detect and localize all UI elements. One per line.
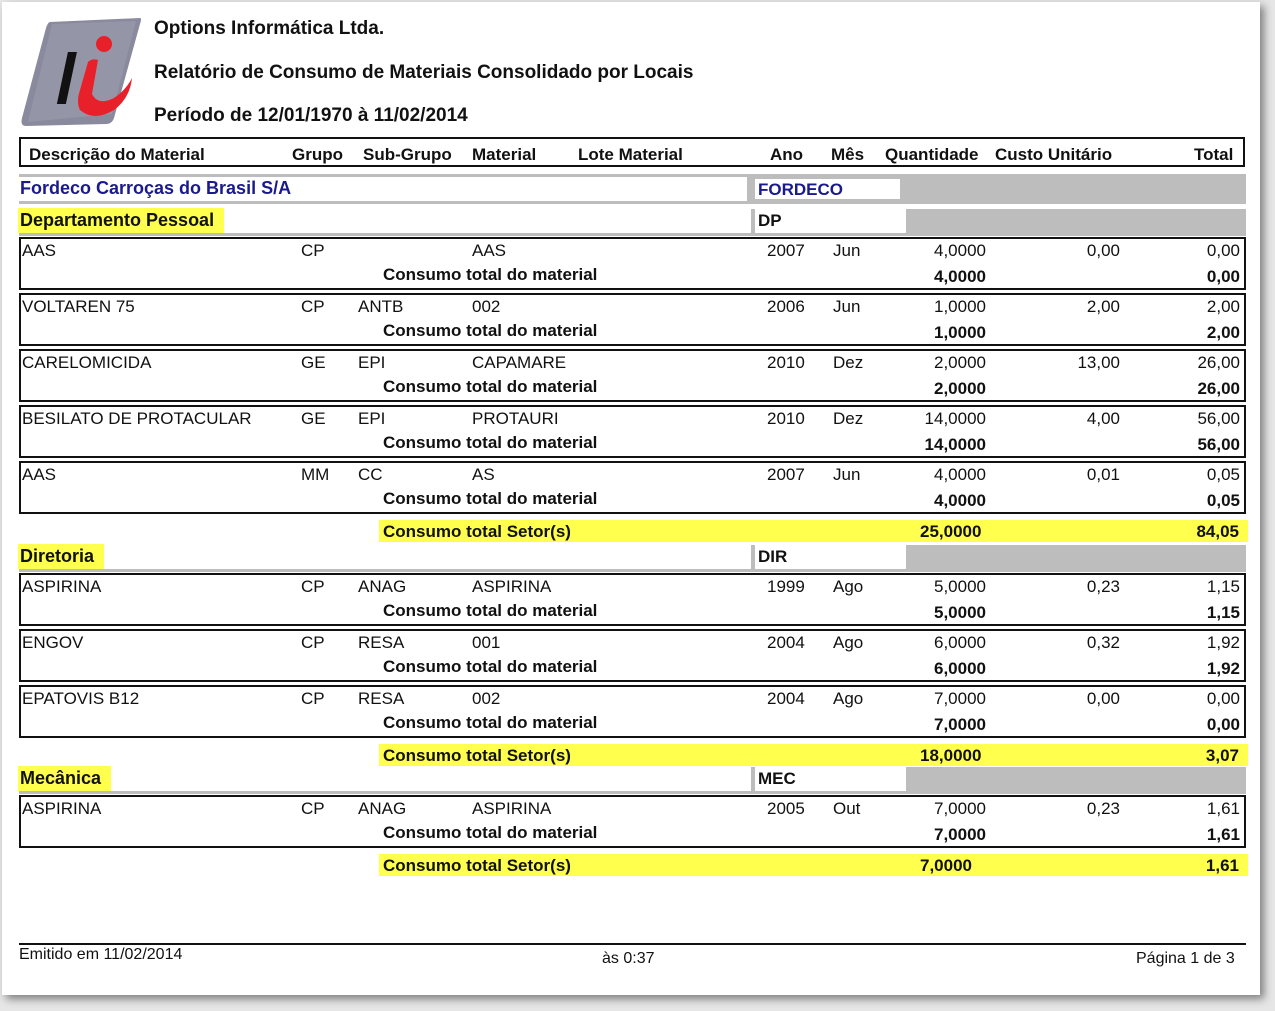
material-total: 56,00: [1197, 409, 1240, 428]
material-code: CAPAMARE: [472, 353, 567, 372]
material-description: AAS: [22, 465, 57, 484]
col-total: Total: [1194, 145, 1234, 164]
material-row: [19, 573, 1246, 626]
material-description: CARELOMICIDA: [22, 353, 152, 372]
col-material: Material: [472, 145, 537, 164]
sector-code: DIR: [758, 547, 788, 566]
material-subgroup: RESA: [358, 689, 405, 708]
report-period: Período de 12/01/1970 à 11/02/2014: [154, 105, 468, 126]
col-lote: Lote Material: [578, 145, 683, 164]
material-subgroup: EPI: [358, 409, 386, 428]
material-quantity: 6,0000: [934, 633, 986, 652]
material-group: MM: [301, 465, 330, 484]
material-quantity: 1,0000: [934, 297, 986, 316]
sector-name: Diretoria: [18, 544, 104, 569]
material-unit-cost: 0,23: [1086, 799, 1120, 818]
material-subgroup: RESA: [358, 633, 405, 652]
material-code: ASPIRINA: [472, 799, 552, 818]
material-subtotal-value: 56,00: [1197, 435, 1240, 454]
material-subtotal-value: 2,00: [1206, 323, 1240, 342]
material-month: Out: [833, 799, 861, 818]
material-month: Dez: [833, 353, 864, 372]
col-grupo: Grupo: [292, 145, 343, 164]
material-group: CP: [301, 799, 325, 818]
material-year: 2010: [767, 353, 805, 372]
material-quantity: 7,0000: [934, 799, 986, 818]
material-code: 002: [472, 297, 501, 316]
material-unit-cost: 0,32: [1086, 633, 1120, 652]
material-subtotal-quantity: 7,0000: [934, 715, 986, 734]
material-subtotal-label: Consumo total do material: [383, 489, 598, 508]
material-subtotal-quantity: 2,0000: [934, 379, 986, 398]
footer-divider: [19, 943, 1246, 945]
material-description: ASPIRINA: [22, 577, 102, 596]
material-subtotal-value: 0,05: [1206, 491, 1240, 510]
material-quantity: 4,0000: [934, 465, 986, 484]
material-description: EPATOVIS B12: [22, 689, 140, 708]
material-code: 001: [472, 633, 501, 652]
material-subtotal-label: Consumo total do material: [383, 265, 598, 284]
footer-page: Página 1 de 3: [1136, 950, 1235, 967]
material-subtotal-label: Consumo total do material: [383, 657, 598, 676]
sector-code: DP: [758, 211, 782, 230]
material-quantity: 2,0000: [934, 353, 986, 372]
material-quantity: 4,0000: [934, 241, 986, 260]
material-total: 1,92: [1206, 633, 1240, 652]
material-group: CP: [301, 633, 325, 652]
material-subtotal-value: 26,00: [1197, 379, 1240, 398]
material-year: 2004: [767, 689, 805, 708]
sector-total-value: 3,07: [1205, 746, 1239, 765]
material-month: Ago: [833, 633, 864, 652]
material-subtotal-quantity: 14,0000: [924, 435, 986, 454]
sector-total-label: Consumo total Setor(s): [383, 856, 571, 875]
sector-total-label: Consumo total Setor(s): [383, 522, 571, 541]
material-subtotal-quantity: 6,0000: [934, 659, 986, 678]
col-custo: Custo Unitário: [995, 145, 1113, 164]
material-quantity: 5,0000: [934, 577, 986, 596]
material-subtotal-quantity: 7,0000: [934, 825, 986, 844]
sector-code: MEC: [758, 769, 796, 788]
material-subtotal-quantity: 5,0000: [934, 603, 986, 622]
company-name: Options Informática Ltda.: [154, 18, 385, 39]
material-code: PROTAURI: [472, 409, 559, 428]
material-row: [19, 629, 1246, 682]
material-group: GE: [301, 353, 326, 372]
material-total: 0,05: [1206, 465, 1240, 484]
material-month: Ago: [833, 689, 864, 708]
material-subtotal-label: Consumo total do material: [383, 433, 598, 452]
material-total: 26,00: [1197, 353, 1240, 372]
material-code: ASPIRINA: [472, 577, 552, 596]
material-code: 002: [472, 689, 501, 708]
col-ano: Ano: [770, 145, 804, 164]
material-subtotal-value: 1,15: [1206, 603, 1240, 622]
material-year: 1999: [767, 577, 805, 596]
report-page: [2, 2, 1260, 995]
material-group: GE: [301, 409, 326, 428]
sector-total-label: Consumo total Setor(s): [383, 746, 571, 765]
material-subgroup: ANAG: [358, 799, 407, 818]
material-unit-cost: 4,00: [1086, 409, 1120, 428]
material-description: BESILATO DE PROTACULAR: [22, 409, 252, 428]
material-total: 0,00: [1206, 689, 1240, 708]
sector-band-white: [19, 545, 751, 569]
sector-total-quantity: 18,0000: [920, 746, 982, 765]
material-month: Ago: [833, 577, 864, 596]
material-subgroup: CC: [358, 465, 383, 484]
footer-time: às 0:37: [602, 950, 655, 967]
col-descricao: Descrição do Material: [29, 145, 205, 164]
material-unit-cost: 2,00: [1086, 297, 1120, 316]
material-year: 2010: [767, 409, 805, 428]
material-description: ASPIRINA: [22, 799, 102, 818]
company-logo-icon: [18, 14, 144, 130]
material-group: CP: [301, 577, 325, 596]
col-subgrupo: Sub-Grupo: [363, 145, 452, 164]
material-unit-cost: 13,00: [1077, 353, 1120, 372]
material-month: Jun: [833, 241, 861, 260]
material-subtotal-quantity: 4,0000: [934, 491, 986, 510]
material-unit-cost: 0,23: [1086, 577, 1120, 596]
material-month: Dez: [833, 409, 864, 428]
material-subtotal-value: 0,00: [1206, 715, 1240, 734]
material-total: 1,61: [1206, 799, 1240, 818]
material-unit-cost: 0,00: [1086, 689, 1120, 708]
material-group: CP: [301, 297, 325, 316]
material-unit-cost: 0,01: [1086, 465, 1120, 484]
material-month: Jun: [833, 465, 861, 484]
sector-band-white: [19, 767, 751, 791]
material-subgroup: EPI: [358, 353, 386, 372]
material-subtotal-label: Consumo total do material: [383, 601, 598, 620]
sector-total-quantity: 7,0000: [920, 856, 972, 875]
col-quantidade: Quantidade: [885, 145, 979, 164]
sector-total-quantity: 25,0000: [920, 522, 982, 541]
material-total: 1,15: [1206, 577, 1240, 596]
sector-total-value: 1,61: [1205, 856, 1239, 875]
material-row: [19, 685, 1246, 738]
material-group: CP: [301, 689, 325, 708]
material-subtotal-label: Consumo total do material: [383, 713, 598, 732]
material-subgroup: ANTB: [358, 297, 404, 316]
footer-issued: Emitido em 11/02/2014: [19, 946, 183, 963]
material-row: [19, 405, 1246, 458]
material-total: 0,00: [1206, 241, 1240, 260]
sector-name: Departamento Pessoal: [18, 208, 224, 233]
material-row: [19, 795, 1246, 848]
column-header-row: [19, 137, 1245, 167]
material-group: CP: [301, 241, 325, 260]
sector-name: Mecânica: [18, 766, 111, 791]
material-subtotal-quantity: 4,0000: [934, 267, 986, 286]
company-code: FORDECO: [758, 180, 843, 199]
material-subtotal-value: 0,00: [1206, 267, 1240, 286]
col-mes: Mês: [831, 145, 865, 164]
material-quantity: 14,0000: [924, 409, 986, 428]
company-title: Fordeco Carroças do Brasil S/A: [20, 178, 292, 198]
material-year: 2004: [767, 633, 805, 652]
material-description: VOLTAREN 75: [22, 297, 135, 316]
report-title: Relatório de Consumo de Materiais Consolidado por Locais: [154, 62, 694, 83]
material-subtotal-label: Consumo total do material: [383, 321, 598, 340]
material-description: ENGOV: [22, 633, 84, 652]
material-unit-cost: 0,00: [1086, 241, 1120, 260]
material-subtotal-value: 1,61: [1206, 825, 1240, 844]
material-year: 2005: [767, 799, 805, 818]
material-row: [19, 461, 1246, 514]
material-code: AAS: [472, 241, 507, 260]
material-subtotal-label: Consumo total do material: [383, 377, 598, 396]
material-year: 2007: [767, 241, 805, 260]
material-description: AAS: [22, 241, 57, 260]
material-year: 2007: [767, 465, 805, 484]
sector-total-value: 84,05: [1196, 522, 1239, 541]
material-month: Jun: [833, 297, 861, 316]
material-quantity: 7,0000: [934, 689, 986, 708]
material-subtotal-label: Consumo total do material: [383, 823, 598, 842]
material-row: [19, 293, 1246, 346]
material-total: 2,00: [1206, 297, 1240, 316]
material-year: 2006: [767, 297, 805, 316]
material-code: AS: [472, 465, 495, 484]
material-row: [19, 237, 1246, 290]
material-subtotal-value: 1,92: [1206, 659, 1240, 678]
material-subgroup: ANAG: [358, 577, 407, 596]
material-row: [19, 349, 1246, 402]
material-subtotal-quantity: 1,0000: [934, 323, 986, 342]
